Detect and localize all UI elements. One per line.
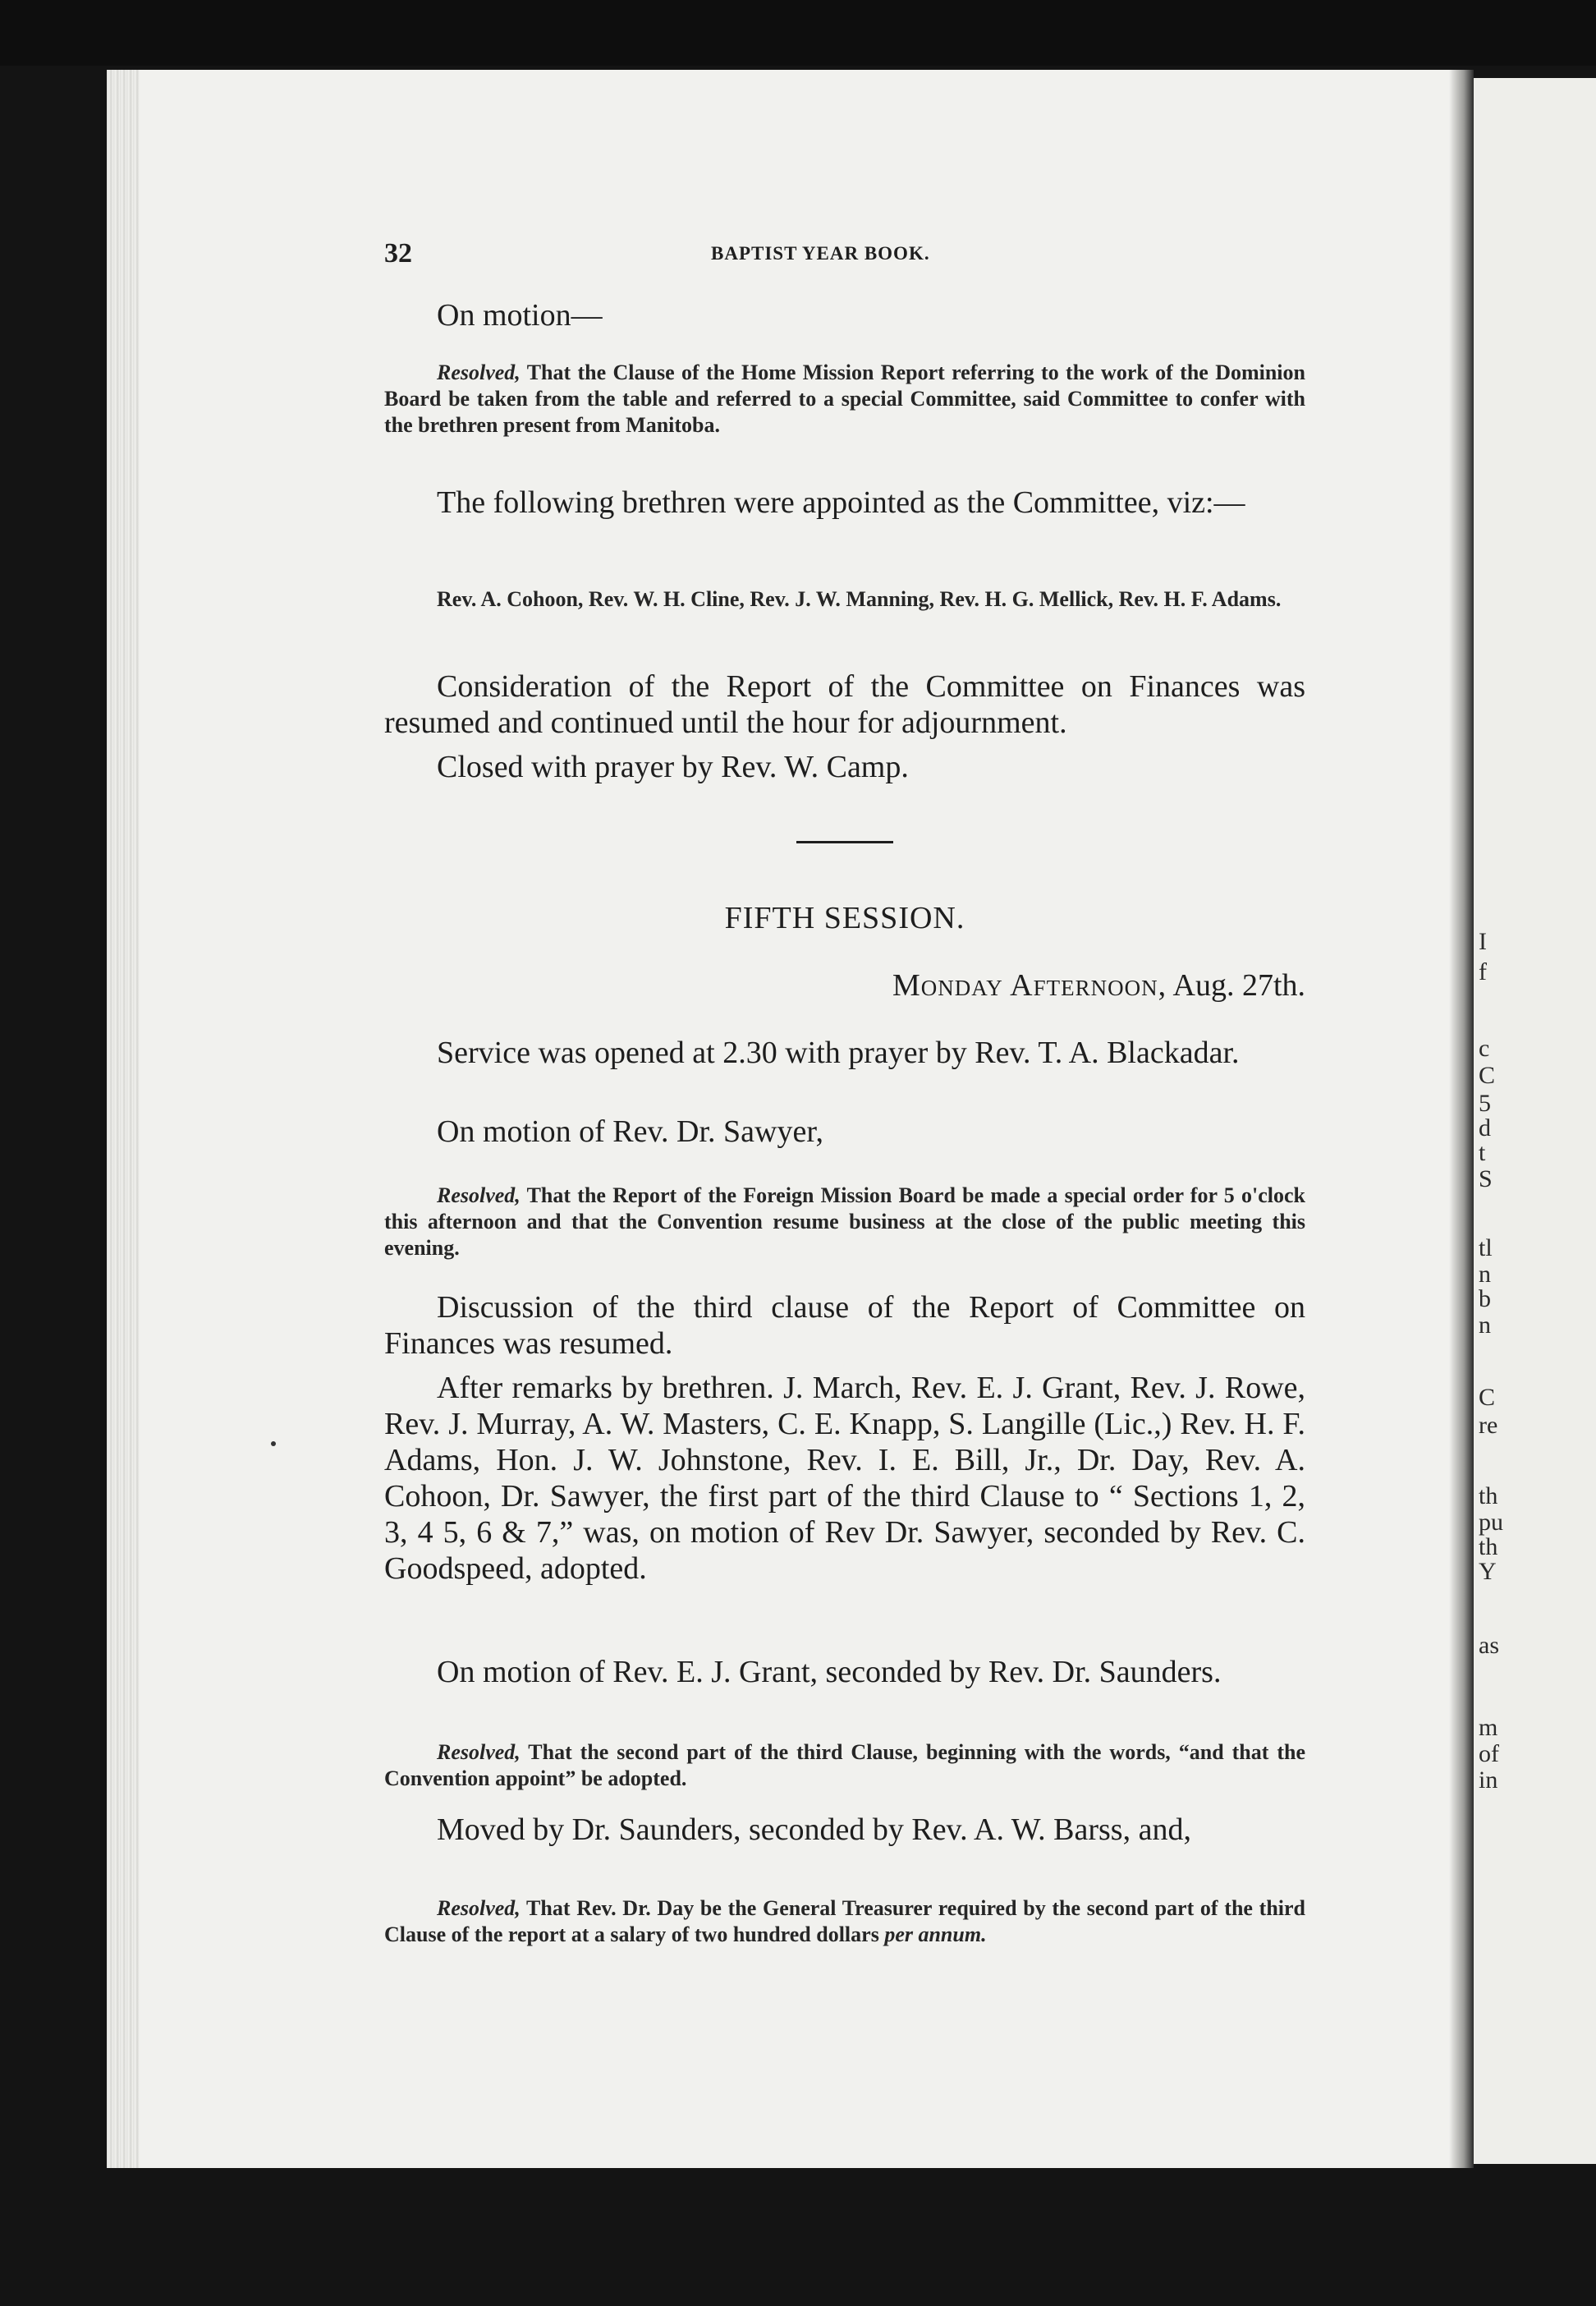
next-page-fragment: f (1479, 958, 1487, 985)
paragraph-closed-prayer: Closed with prayer by Rev. W. Camp. (437, 750, 909, 784)
paragraph-service-opened: Service was opened at 2.30 with prayer by Rev. T. A. Blackadar. (437, 1036, 1240, 1070)
next-page-fragment: th (1479, 1482, 1498, 1509)
resolved-label: Resolved, (437, 1740, 521, 1764)
running-head (384, 238, 1305, 271)
next-page-fragment: C (1479, 1384, 1496, 1411)
next-page-fragment: I (1479, 928, 1487, 955)
resolution-text: That the second part of the third Clause, beginning with the words, “and that the Convention appoint” be adopted. (384, 1740, 1305, 1790)
ink-speck (271, 1441, 276, 1446)
page-edges (107, 70, 140, 2168)
paragraph-finances-resumed: Consideration of the Report of the Committee on Finances was resumed and continued until the hour for adjournment. (384, 669, 1305, 740)
paragraph-motion-sawyer: On motion of Rev. Dr. Sawyer, (437, 1114, 823, 1149)
resolution-text: That Rev. Dr. Day be the General Treasurer required by the second part of the third Clause of the report at a salary of two hundred dollars (384, 1896, 1305, 1946)
resolution-second-part (384, 1739, 1305, 1792)
next-page-fragment: t (1479, 1139, 1486, 1166)
next-page-fragment: m (1479, 1714, 1498, 1741)
resolution-foreign-mission (384, 1183, 1305, 1261)
next-page-fragment: S (1479, 1165, 1493, 1192)
paragraph-motion-grant: On motion of Rev. E. J. Grant, seconded by Rev. Dr. Saunders. (437, 1655, 1222, 1689)
paragraph-after-remarks: After remarks by brethren. J. March, Rev. E. J. Grant, Rev. J. Rowe, Rev. J. Murray, A. W. Masters, C. E. Knapp, S. Langille (Lic.,) Rev. H. F. Adams, Hon. J. W. Johnstone, Rev. I. E. Bill, Jr., Dr. Day, Rev. A. Cohoon, Dr. Sawyer, the first part of the third Clause to “ Sections 1, 2, 3, 4 5, 6 & 7,” was, on motion of Rev Dr. Sawyer, seconded by Rev. C. Goodspeed, adopted. (384, 1371, 1305, 1586)
gutter-shadow (1449, 70, 1474, 2168)
next-page-fragment: pu (1479, 1509, 1503, 1536)
resolution-treasurer (384, 1895, 1305, 1948)
next-page-fragment: th (1479, 1533, 1498, 1560)
next-page-fragment: n (1479, 1261, 1491, 1288)
next-page-fragment: 5 (1479, 1090, 1491, 1117)
session-dateline (892, 967, 1305, 1004)
session-heading: FIFTH SESSION. (724, 901, 965, 935)
next-page-fragment: Y (1479, 1558, 1497, 1585)
resolution-text: That the Report of the Foreign Mission Board be made a special order for 5 o'clock this afternoon and that the Convention resume business at the close of the public meeting this evening. (384, 1183, 1305, 1260)
next-page-fragment: c (1479, 1035, 1490, 1062)
committee-members: Rev. A. Cohoon, Rev. W. H. Cline, Rev. J. W. Manning, Rev. H. G. Mellick, Rev. H. F. Adams. (437, 587, 1282, 611)
paragraph-moved-saunders: Moved by Dr. Saunders, seconded by Rev. A. W. Barss, and, (437, 1812, 1191, 1847)
running-title: BAPTIST YEAR BOOK. (711, 243, 930, 264)
resolution-home-mission (384, 360, 1305, 439)
next-page-edge (1474, 78, 1596, 2164)
next-page-fragment: in (1479, 1766, 1498, 1794)
resolution-text: That the Clause of the Home Mission Report referring to the work of the Dominion Board be taken from the table and referred to a special Committee, said Committee to confer with the brethren present from Manitoba. (384, 361, 1305, 437)
paragraph-on-motion: On motion— (437, 298, 603, 333)
per-annum: per annum. (884, 1922, 987, 1946)
next-page-fragment: n (1479, 1311, 1491, 1339)
next-page-fragment: C (1479, 1062, 1496, 1089)
next-page-fragment: re (1479, 1412, 1498, 1439)
resolved-label: Resolved, (437, 1183, 521, 1207)
next-page-fragment: as (1479, 1632, 1499, 1659)
resolved-label: Resolved, (437, 361, 521, 384)
next-page-fragment: tl (1479, 1234, 1493, 1261)
next-page-fragment: b (1479, 1285, 1491, 1312)
next-page-fragment: d (1479, 1114, 1491, 1142)
resolved-label: Resolved, (437, 1896, 521, 1920)
paragraph-discussion: Discussion of the third clause of the Report of Committee on Finances was resumed. (384, 1290, 1305, 1361)
session-day: Monday Afternoon, (892, 968, 1167, 1003)
session-date: Aug. 27th. (1167, 968, 1305, 1003)
next-page-fragment: of (1479, 1740, 1499, 1767)
section-divider (796, 841, 893, 843)
paragraph-committee-appointed: The following brethren were appointed as the Committee, viz:— (437, 485, 1245, 520)
scan-border (0, 0, 1596, 66)
page-number: 32 (384, 238, 412, 269)
